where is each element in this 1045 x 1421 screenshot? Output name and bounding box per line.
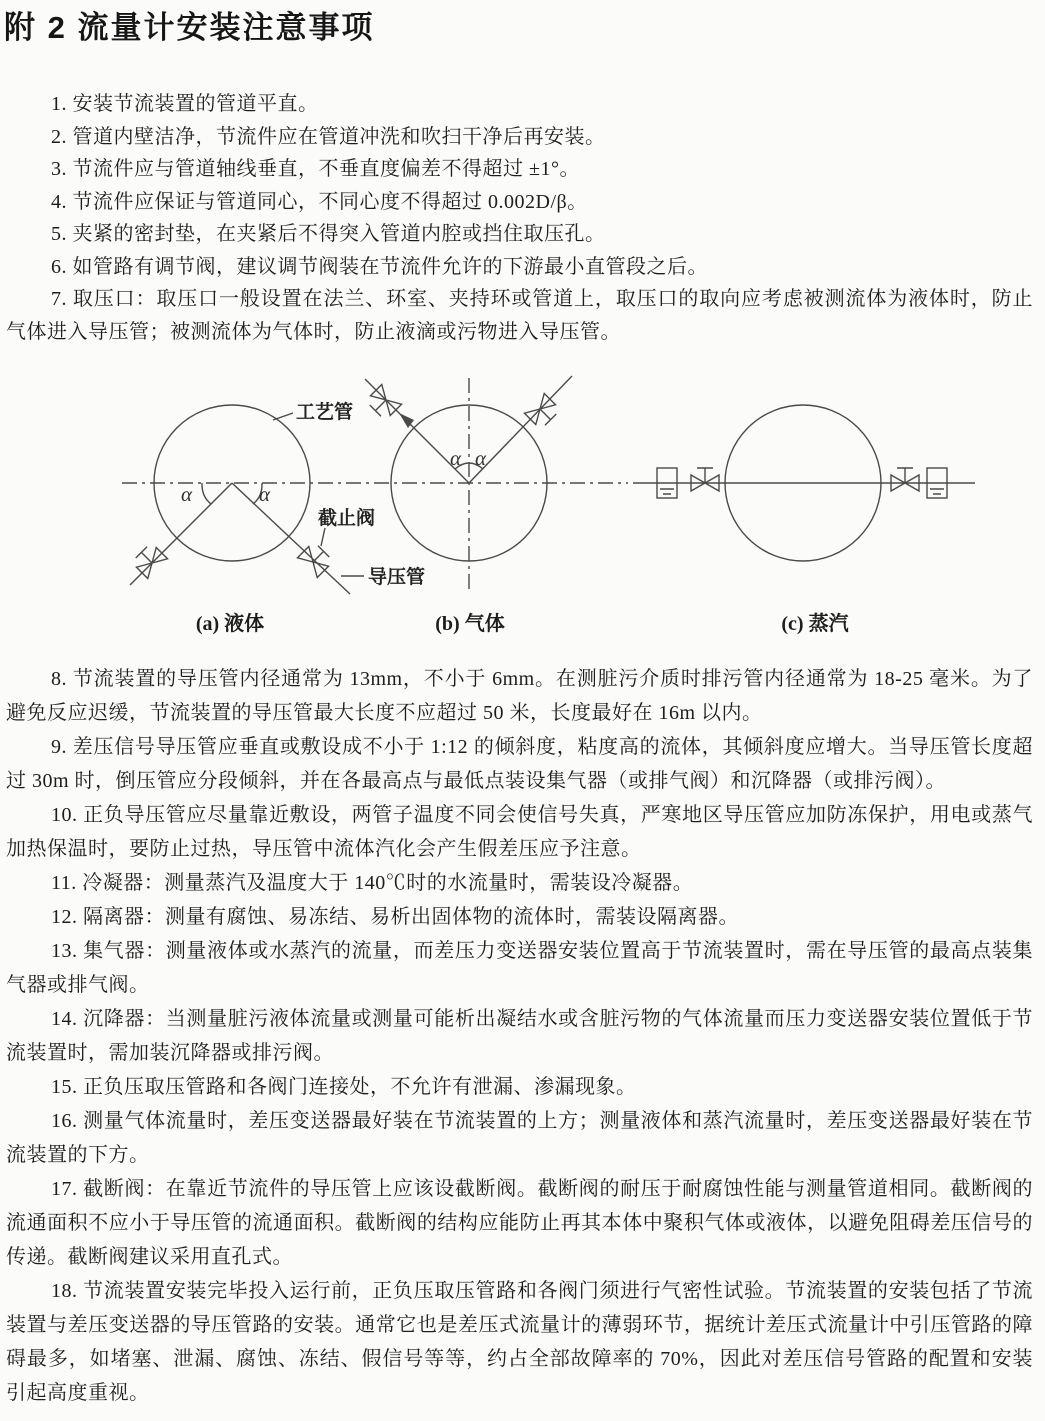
note-item-10: 10. 正负导压管应尽量靠近敷设，两管子温度不同会使信号失真，严寒地区导压管应加防冻保护，用电或蒸气加热保温时，要防止过热，导压管中流体汽化会产生假差压应予注意。	[6, 804, 1033, 860]
stop-valve-icon	[297, 541, 333, 577]
leader-stop-valve	[321, 528, 325, 546]
note-item-15: 15. 正负压取压管路和各阀门连接处，不允许有泄漏、渗漏现象。	[51, 1076, 637, 1098]
note-item-5: 5. 夹紧的密封垫，在夹紧后不得突入管道内腔或挡住取压孔。	[51, 223, 606, 245]
notes-list-bottom	[6, 662, 1033, 1410]
caption-gas: (b) 气体	[435, 613, 505, 635]
diagram-liquid	[130, 400, 425, 635]
page-title: 附 2 流量计安装注意事项	[4, 10, 375, 45]
pressure-tap-figure	[0, 362, 1045, 657]
stop-valve-label: 截止阀	[318, 508, 376, 529]
note-item-18: 18. 节流装置安装完毕投入运行前，正负压取压管路和各阀门须进行气密性试验。节流装置的安装包括了节流装置与差压变送器的导压管路的安装。通常它也是差压式流量计的薄弱环节，据统计差压式流量计中引压管路的障碍最多，如堵塞、泄漏、腐蚀、冻结、假信号等等，约占全部故障率的 70%，因此对差压信号管路的配置和安装引起高度重视。	[6, 1280, 1033, 1404]
note-item-12: 12. 隔离器：测量有腐蚀、易冻结、易析出固体物的流体时，需装设隔离器。	[51, 906, 739, 928]
note-item-14: 14. 沉降器：当测量脏污液体流量或测量可能析出凝结水或含脏污物的气体流量而压力变送器安装位置低于节流装置时，需加装沉降器或排污阀。	[6, 1008, 1033, 1064]
stop-valve-icon	[131, 542, 167, 578]
caption-liquid: (a) 液体	[195, 613, 265, 635]
stop-valve-icon	[691, 468, 719, 491]
diagram-steam	[633, 405, 975, 635]
stop-valve-icon	[365, 384, 401, 420]
note-item-3: 3. 节流件应与管道轴线垂直，不垂直度偏差不得超过 ±1°。	[51, 158, 580, 180]
note-item-9: 9. 差压信号导压管应垂直或敷设成不小于 1:12 的倾斜度，粘度高的流体，其倾斜度应增大。当导压管长度超过 30m 时，倒压管应分段倾斜，并在各最高点与最低点装设集气器（或排气阀）和沉降器（或排污阀）。	[6, 736, 1033, 792]
diagram-gas	[365, 376, 572, 635]
note-item-13: 13. 集气器：测量液体或水蒸汽的流量，而差压力变送器安装位置高于节流装置时，需在导压管的最高点装集气器或排气阀。	[6, 940, 1033, 996]
caption-steam: (c) 蒸汽	[781, 613, 849, 635]
note-item-6: 6. 如管路有调节阀，建议调节阀装在节流件允许的下游最小直管段之后。	[51, 255, 708, 278]
note-item-8: 8. 节流装置的导压管内径通常为 13mm，不小于 6mm。在测脏污介质时排污管内径通常为 18-25 毫米。为了避免反应迟缓，节流装置的导压管最大长度不应超过 50 米，长度最好在 16m 以内。	[6, 668, 1033, 724]
tap-line-down-right	[232, 483, 350, 594]
note-item-4: 4. 节流件应保证与管道同心，不同心度不得超过 0.002D/β。	[51, 190, 588, 213]
impulse-pipe-label: 导压管	[368, 567, 426, 588]
note-item-2: 2. 管道内壁洁净，节流件应在管道冲洗和吹扫干净后再安装。	[51, 125, 606, 148]
angle-arc-left	[202, 483, 211, 504]
process-pipe-label: 工艺管	[296, 402, 354, 423]
leader-process-pipe	[273, 413, 293, 420]
alpha-label: α	[450, 446, 462, 470]
alpha-label: α	[259, 482, 271, 506]
note-item-7: 7. 取压口：取压口一般设置在法兰、环室、夹持环或管道上，取压口的取向应考虑被测流体为液体时，防止气体进入导压管；被测流体为气体时，防止液滴或污物进入导压管。	[6, 288, 1033, 343]
stop-valve-icon	[524, 393, 560, 429]
note-item-1: 1. 安装节流装置的管道平直。	[51, 93, 319, 115]
note-item-16: 16. 测量气体流量时，差压变送器最好装在节流装置的上方；测量液体和蒸汽流量时，差压变送器最好装在节流装置的下方。	[6, 1110, 1033, 1166]
note-item-11: 11. 冷凝器：测量蒸汽及温度大于 140℃时的水流量时，需装设冷凝器。	[51, 872, 694, 894]
alpha-label: α	[475, 446, 487, 470]
stop-valve-icon	[891, 468, 919, 491]
notes-list-top	[6, 88, 1033, 348]
alpha-label: α	[181, 482, 193, 506]
note-item-17: 17. 截断阀：在靠近节流件的导压管上应该设截断阀。截断阀的耐压于耐腐蚀性能与测量管道相同。截断阀的流通面积不应小于导压管的流通面积。截断阀的结构应能防止再其本体中聚积气体或液体，以避免阻碍差压信号的传递。截断阀建议采用直孔式。	[6, 1178, 1033, 1268]
